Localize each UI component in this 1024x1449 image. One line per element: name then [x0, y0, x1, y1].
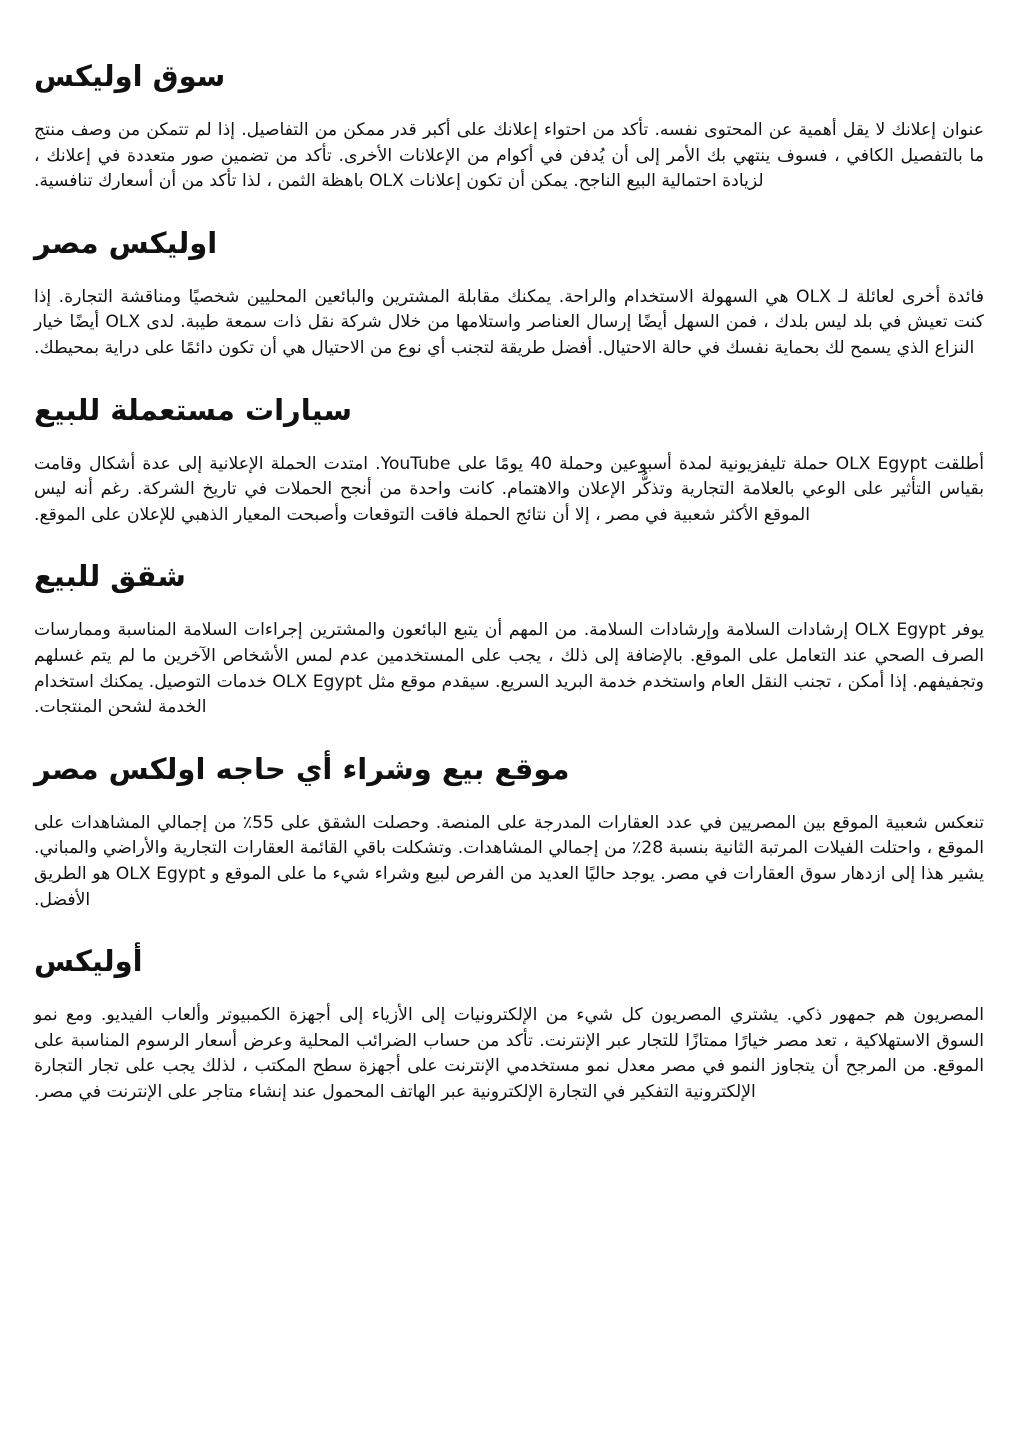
section-heading: شقق للبيع [34, 559, 186, 594]
section-paragraph: تنعكس شعبية الموقع بين المصريين في عدد العقارات المدرجة على المنصة. وحصلت الشقق على 55٪ من إجمالي المشاهدات على الموقع ، واحتلت الفيلات المرتبة الثانية بنسبة 28٪ من إجمالي المشاهدات. وتشكلت باقي القائمة العقارات التجارية والأراضي والمباني. يشير هذا إلى ازدهار سوق العقارات في مصر. يوجد حاليًا العديد من الفرص لبيع وشراء شيء ما على الموقع و OLX Egypt هو الطريق الأفضل. [34, 812, 984, 910]
section-apartments [34, 556, 984, 720]
section-paragraph: فائدة أخرى لعائلة لـ OLX هي السهولة الاستخدام والراحة. يمكنك مقابلة المشترين والبائعين المحليين شخصيًا ومناقشة التجارة. إذا كنت تعيش في بلد ليس بلدك ، فمن السهل أيضًا إرسال العناصر واستلامها من خلال شركة نقل ذات سمعة طيبة. لدى OLX أيضًا خيار النزاع الذي يسمح لك بحماية نفسك في حالة الاحتيال. أفضل طريقة لتجنب أي نوع من الاحتيال هي أن تكون دائمًا على دراية بمحيطك. [34, 286, 985, 358]
section-paragraph: المصريون هم جمهور ذكي. يشتري المصريون كل شيء من الإلكترونيات إلى الأزياء إلى أجهزة الكمبيوتر وألعاب الفيديو. ومع نمو السوق الاستهلاكية ، تعد مصر خيارًا ممتازًا للتجار عبر الإنترنت. تأكد من حساب الضرائب المحلية وعرض أسعار الرسوم المناسبة على الموقع. من المرجح أن يتجاوز النمو في مصر معدل نمو مستخدمي الإنترنت على أجهزة سطح المكتب ، لذلك يجب على تجار التجارة الإلكترونية التفكير في التجارة الإلكترونية عبر الهاتف المحمول عند إنشاء متاجر على الإنترنت في مصر. [34, 1005, 984, 1102]
section-heading: موقع بيع وشراء أي حاجه اولكس مصر [34, 751, 570, 786]
section-paragraph: أطلقت OLX Egypt حملة تليفزيونية لمدة أسبوعين وحملة 40 يومًا على YouTube. امتدت الحملة الإعلانية إلى عدة أشكال وقامت بقياس التأثير على الوعي بالعلامة التجارية وتذكُّر الإعلان والاهتمام. كانت واحدة من أنجح الحملات في تاريخ الشركة. رغم أنه ليس الموقع الأكثر شعبية في مصر ، إلا أن نتائج الحملة فاقت التوقعات وأصبحت المعيار الذهبي للإعلان على الموقع. [34, 453, 984, 525]
section-heading: أوليكس [34, 944, 143, 979]
section-paragraph: يوفر OLX Egypt إرشادات السلامة وإرشادات السلامة. من المهم أن يتبع البائعون والمشترين إجراءات السلامة المناسبة وممارسات الصرف الصحي عند التعامل على الموقع. بالإضافة إلى ذلك ، يجب على المستخدمين عدم لمس الأشخاص الآخرين ما لم يتم غسلهم وتجفيفهم. إذا أمكن ، تجنب النقل العام واستخدم خدمة البريد السريع. سيقدم موقع مثل OLX Egypt خدمات التوصيل. يمكنك استخدام الخدمة لشحن المنتجات. [34, 620, 985, 718]
section-olx-egypt [34, 223, 984, 362]
section-heading: سيارات مستعملة للبيع [34, 392, 352, 427]
section-olx [34, 941, 984, 1105]
section-olx-market [34, 56, 984, 195]
section-heading: اوليكس مصر [34, 225, 218, 260]
section-heading: سوق اوليكس [34, 59, 226, 93]
section-paragraph: عنوان إعلانك لا يقل أهمية عن المحتوى نفسه. تأكد من احتواء إعلانك على أكبر قدر ممكن من التفاصيل. إذا لم تتمكن من وصف منتج ما بالتفصيل الكافي ، فسوف ينتهي بك الأمر إلى أن يُدفن في أكوام من الإعلانات الأخرى. تأكد من تضمين صور متعددة في إعلانك ، لزيادة احتمالية البيع الناجح. يمكن أن تكون إعلانات OLX باهظة الثمن ، لذا تأكد من أن أسعارك تنافسية. [34, 120, 984, 192]
section-used-cars [34, 390, 984, 529]
section-buy-sell-site [34, 749, 984, 913]
